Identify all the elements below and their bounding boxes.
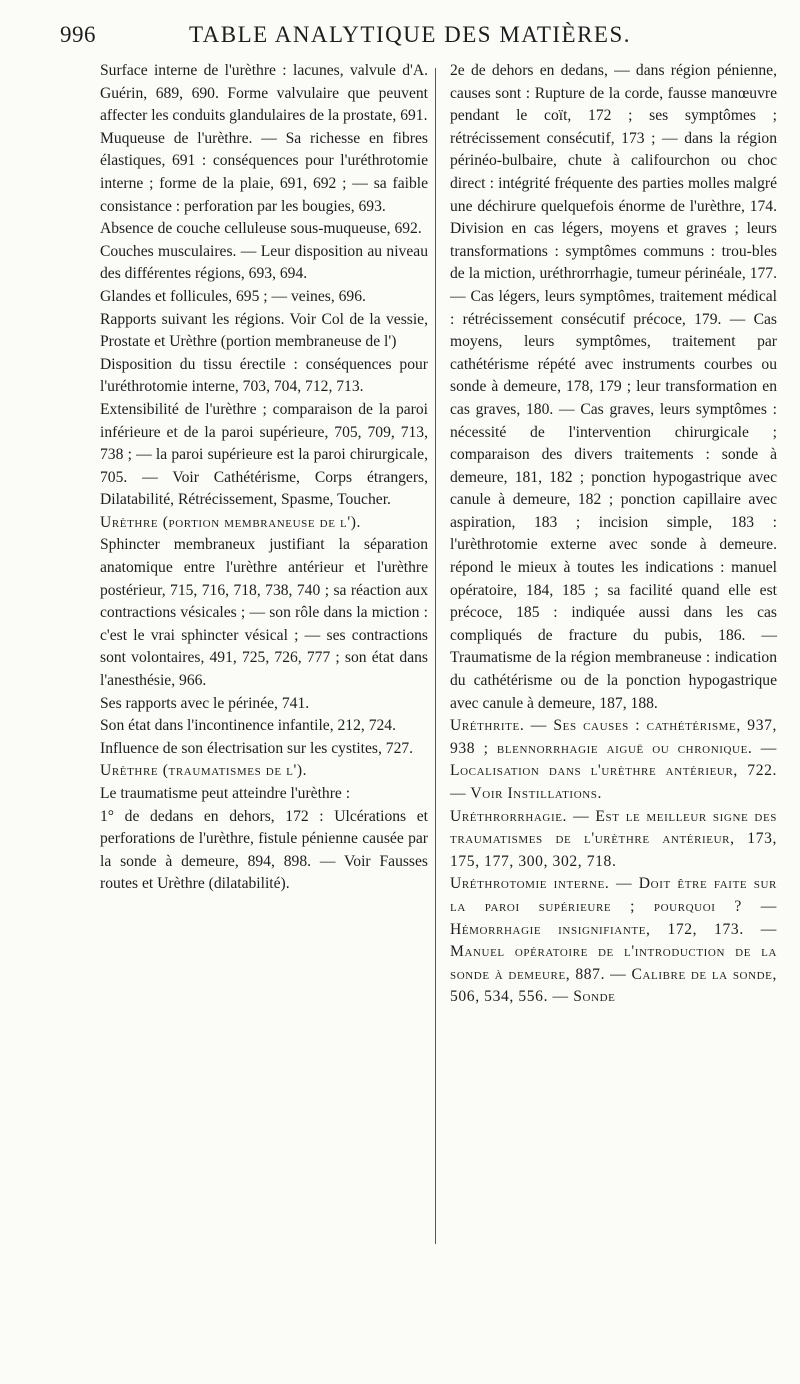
index-entry: Disposition du tissu érectile : conséquences pour l'uréthrotomie interne, 703, 704, 712, 713. (100, 355, 428, 396)
index-entry: Absence de couche celluleuse sous-muqueuse, 692. (100, 220, 422, 238)
index-heading: Uréthrite. — Ses causes : cathétérisme, 937, 938 ; blennorrhagie aiguë ou chronique. — Localisation dans l'urèthre antérieur, 722. — Voir Instillations. (450, 717, 777, 802)
index-heading: Uréthrorrhagie. — Est le meilleur signe des traumatismes de l'urèthre antérieur, 173, 175, 177, 300, 302, 718. (450, 807, 777, 870)
column-divider (435, 68, 436, 1244)
index-entry: 1° de dedans en dehors, 172 : Ulcérations et perforations de l'urèthre, fistule pénienne causée par la sonde à demeure, 894, 898. — Voir Fausses routes et Urèthre (dilatabilité). (100, 807, 428, 893)
index-entry: Surface interne de l'urèthre : lacunes, valvule d'A. Guérin, 689, 690. Forme valvulaire que peuvent affecter les conduits glandulaires de la prostate, 691. (100, 62, 428, 125)
running-head (60, 22, 760, 52)
index-entry: Influence de son électrisation sur les cystites, 727. (100, 739, 414, 757)
index-entry: Le traumatisme peut atteindre l'urèthre : (100, 785, 351, 802)
running-title: TABLE ANALYTIQUE DES MATIÈRES. (188, 22, 632, 47)
index-entry: Extensibilité de l'urèthre ; comparaison de la paroi inférieure et de la paroi supérieure, 705, 709, 713, 738 ; — la paroi supérieure est la paroi chirurgicale, 705. — Voir Cathétérisme, Corps étrangers, Dilatabilité, Rétrécissement, Spasme, Toucher. (100, 400, 428, 509)
index-entry: Son état dans l'incontinence infantile, 212, 724. (100, 717, 396, 735)
index-entry: Rapports suivant les régions. Voir Col de la vessie, Prostate et Urèthre (portion membraneuse de l') (100, 310, 428, 351)
index-heading: Uréthrotomie interne. — Doit être faite sur la paroi supérieure ; pourquoi ? — Hémorrhagie insignifiante, 172, 173. — Manuel opératoire de l'introduction de la sonde à demeure, 887. — Calibre de la sonde, 506, 534, 556. — Sonde (450, 875, 777, 1006)
index-entry: Ses rapports avec le périnée, 741. (100, 694, 310, 712)
index-heading: Urèthre (traumatismes de l'). (100, 762, 308, 780)
page-number: 996 (60, 22, 96, 47)
index-entry: Muqueuse de l'urèthre. — Sa richesse en fibres élastiques, 691 : conséquences pour l'uréthrotomie interne ; forme de la plaie, 691, 692 ; — sa faible consistance : perforation par les bougies, 693. (100, 129, 428, 215)
index-entry: 2e de dehors en dedans, — dans région pénienne, causes sont : Rupture de la corde, fausse manœuvre pendant le coït, 172 ; ses symptômes ; rétrécissement consécutif, 173 ; — dans la région périnéo-bulbaire, chute à califourchon ou choc direct : intégrité fréquente des parties molles malgré une déchirure quelquefois énorme de l'urèthre, 174. Division en cas légers, moyens et graves ; leurs transformations : symptômes communs : trou-bles de la miction, uréthrorrhagie, tumeur périnéale, 177. — Cas légers, leurs symptômes, traitement médical : rétrécissement consécutif précoce, 179. — Cas moyens, leurs symptômes, traitement par cathétérisme répété avec instruments courbes ou sonde à demeure, 178, 179 ; leur transformation en cas graves, 180. — Cas graves, leurs symptômes : nécessité de l'intervention chirurgicale ; comparaison des divers traitements : sonde à demeure, 181, 182 ; ponction hypogastrique avec canule à demeure, 182 ; ponction capillaire avec aspiration, 183 ; incision simple, 183 : l'urèthrotomie externe avec sonde à demeure. répond le mieux à toutes les indications : manuel opératoire, 184, 185 ; sa facilité quand elle est précoce, 185 : indiquée aussi dans les cas compliqués de fracture du pubis, 186. — Traumatisme de la région membraneuse : indication du cathétérisme ou de la ponction hypogastrique avec canule à demeure, 187, 188. (450, 62, 777, 712)
index-entry: Couches musculaires. — Leur disposition au niveau des différentes régions, 693, 694. (100, 242, 428, 283)
index-entry: Glandes et follicules, 695 ; — veines, 696. (100, 287, 366, 305)
index-entry: Sphincter membraneux justifiant la séparation anatomique entre l'urèthre antérieur et l'urèthre postérieur, 715, 716, 718, 738, 740 ; sa réaction aux contractions vésicales ; — son rôle dans la miction : c'est le vrai sphincter vésical ; — ses contractions sont volontaires, 491, 725, 726, 777 ; son état dans l'anesthésie, 966. (100, 536, 428, 690)
left-column (100, 60, 428, 896)
index-heading: Urèthre (portion membraneuse de l'). (100, 513, 362, 531)
right-column (450, 60, 777, 1009)
